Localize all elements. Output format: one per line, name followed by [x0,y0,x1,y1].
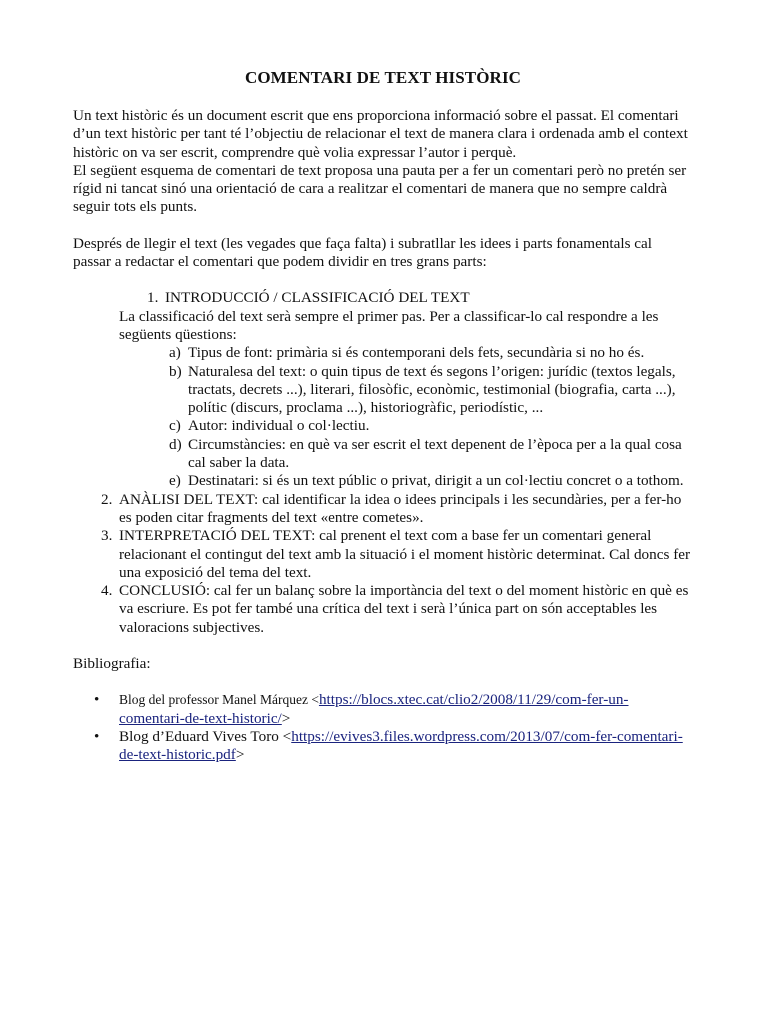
section-introduction [73,289,693,490]
bibliography-list [73,691,693,764]
list-item [119,344,693,362]
section-text: La classificació del text serà sempre el primer pas. Per a classificar-lo cal respondre a les següents qüestions: [119,307,659,343]
section-heading [119,289,693,307]
list-marker: b) [169,362,182,380]
intro-paragraph-2: El següent esquema de comentari de text proposa una pauta per a fer un comentari però no pretén ser rígid ni tancat sinó una orientació de cara a realitzar el comentari de manera que no sempre caldrà seguir tots els punts. [73,161,687,216]
bibliography-entry [73,728,693,765]
bibliography-source: Blog del professor Manel Márquez < [119,692,319,708]
bibliography-link[interactable]: https://blocs.xtec.cat/clio2/2008/11/29/com-fer-un-comentari-de-text-historic/ [119,691,629,727]
bullet: • [94,727,100,745]
list-item-text: Circumstàncies: en què va ser escrit el text depenent de l’època per a la qual cosa cal saber la data. [188,435,682,472]
bibliography-entry [73,691,693,728]
comment-parts-list [73,289,693,637]
list-item-text: Destinatari: si és un text públic o privat, dirigit a un col·lectiu concret o a tothom. [188,472,684,490]
list-item-text: Naturalesa del text: o quin tipus de text és segons l’origen: jurídic (textos legals, tractats, decrets ...), literari, filosòfic, econòmic, testimonial (biografia, carta ...), polític (discurs, proclama ...), historiogràfic, periodístic, ... [188,362,676,417]
list-marker: d) [169,435,182,453]
list-marker: c) [169,417,181,435]
list-marker: a) [169,344,181,362]
list-item-text: Autor: individual o col·lectiu. [188,417,370,435]
list-item-text: Tipus de font: primària si és contemporani dels fets, secundària si no ho és. [188,344,645,362]
bibliography-source: Blog d’Eduard Vives Toro < [119,727,292,745]
document-body [73,68,693,765]
lead-paragraph: Després de llegir el text (les vegades que faça falta) i subratllar les idees i parts fonamentals cal passar a redactar el comentari que podem dividir en tres grans parts: [73,234,652,271]
intro-paragraph-1: Un text històric és un document escrit que ens proporciona informació sobre el passat. El comentari d’un text històric per tant té l’objectiu de relacionar el text de manera clara i ordenada amb el context històric on va ser escrit, comprendre què volia expressar l’autor i perquè. [73,107,688,161]
list-item [119,417,693,435]
document-title: COMENTARI DE TEXT HISTÒRIC [244,68,522,87]
section-analysis [73,491,693,528]
list-item [119,436,693,473]
bibliography-suffix: > [281,709,291,727]
list-item [119,472,693,490]
list-marker: e) [169,472,181,490]
spacer [73,217,693,235]
list-number: 1. [147,289,159,307]
bibliography-link[interactable]: https://evives3.files.wordpress.com/2013/07/com-fer-comentari-de-text-historic.pdf [119,727,683,764]
list-item [119,363,693,418]
bibliography-title: Bibliografia: [73,655,151,673]
section-heading-text: INTRODUCCIÓ / CLASSIFICACIÓ DEL TEXT [165,289,470,307]
section-text: CONCLUSIÓ: cal fer un balanç sobre la importància del text o del moment històric en què es va escriure. Es pot fer també una crítica del text i serà l’única part on són acceptables les valoracions subjectives. [119,582,689,636]
section-interpretation [73,527,693,582]
section-text: ANÀLISI DEL TEXT: cal identificar la idea o idees principals i les secundàries, per a fer-ho es poden citar fragments del text «entre cometes». [119,490,682,526]
list-number: 3. [101,527,113,545]
list-number: 2. [101,490,113,508]
section-text: INTERPRETACIÓ DEL TEXT: cal prenent el text com a base fer un comentari general relacionant el contingut del text amb la situació i el moment històric determinat. Cal doncs fer una exposició del tema del text. [119,527,691,581]
classification-questions [119,344,693,490]
section-conclusion [73,582,693,637]
bullet: • [94,691,100,709]
spacer [73,271,693,289]
bibliography-suffix: > [235,746,245,764]
list-number: 4. [101,582,113,600]
